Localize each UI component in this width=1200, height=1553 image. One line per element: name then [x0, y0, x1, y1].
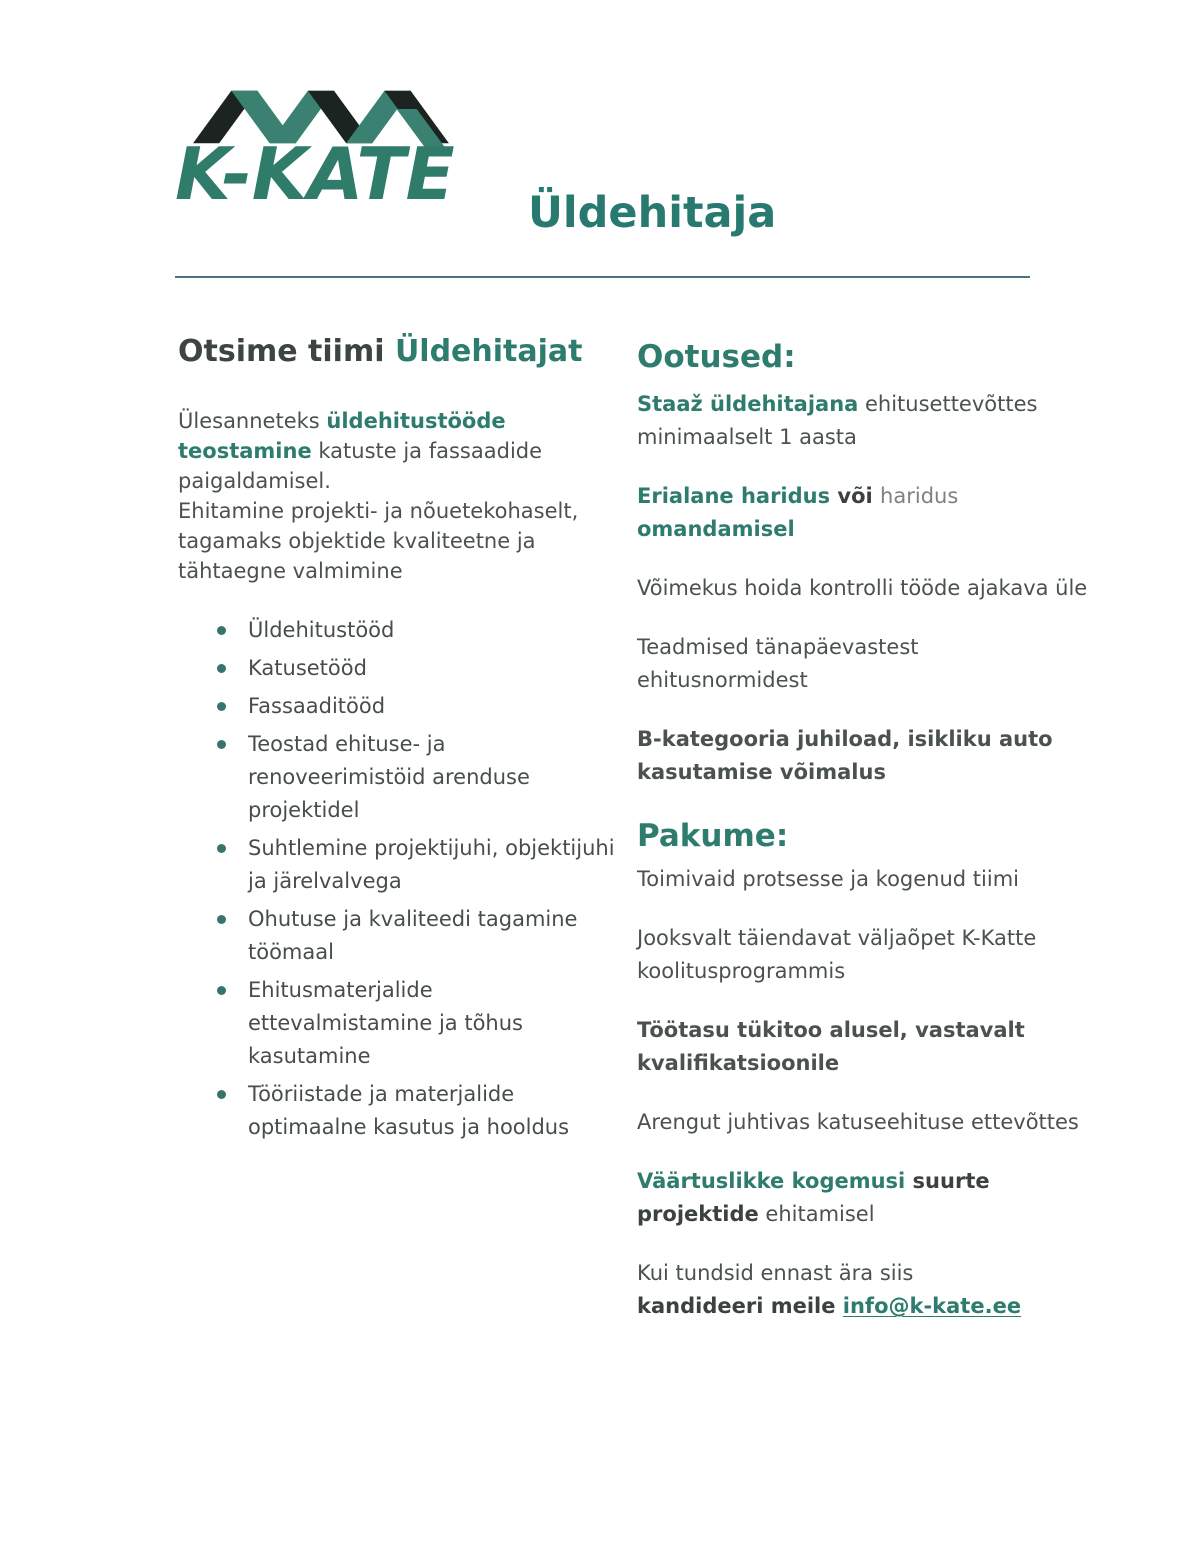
pakume-item-5-bold: suurte projektide — [637, 1169, 990, 1226]
ootused-item-2-muted: haridus — [880, 484, 959, 508]
kkate-logo-text: K-KATE — [175, 132, 455, 216]
ootused-item-3: Võimekus hoida kontrolli tööde ajakava üle — [637, 576, 1088, 600]
ootused-item-1 — [637, 388, 1089, 454]
contact-bold: kandideeri meile — [637, 1294, 843, 1318]
left-column — [178, 332, 628, 1149]
ootused-item-2 — [637, 480, 1089, 546]
left-heading-accent: Üldehitajat — [394, 334, 583, 369]
pakume-item-4: Arengut juhtivas katuseehituse ettevõttes — [637, 1110, 1079, 1134]
ootused-item-2-accent-2: omandamisel — [637, 517, 795, 541]
intro-line-2: Ehitamine projekti- ja nõuetekohaselt, tagamaks objektide kvaliteetne ja tähtaegne valmimine — [178, 499, 579, 583]
task-list — [178, 614, 620, 1144]
pakume-item-5 — [637, 1165, 1089, 1231]
page-title: Üldehitaja — [528, 188, 777, 238]
list-item: Üldehitustööd — [248, 614, 620, 647]
list-item: Suhtlemine projektijuhi, objektijuhi ja järelvalvega — [248, 832, 620, 898]
list-item: Tööriistade ja materjalide optimaalne kasutus ja hooldus — [248, 1078, 620, 1144]
left-heading-prefix: Otsime tiimi — [178, 334, 395, 369]
email-link[interactable]: info@k-kate.ee — [842, 1294, 1022, 1318]
contact-paragraph — [637, 1257, 1089, 1323]
pakume-heading: Pakume: — [637, 818, 789, 854]
ootused-item-1-rest: ehitusettevõttes minimaalselt 1 aasta — [637, 392, 1038, 449]
pakume-item-5-rest: ehitamisel — [758, 1202, 875, 1226]
intro-run-1: Ülesanneteks — [178, 409, 327, 433]
pakume-item-1: Toimivaid protsesse ja kogenud tiimi — [637, 867, 1019, 891]
ootused-heading: Ootused: — [637, 339, 796, 375]
contact-line-2 — [637, 1290, 1089, 1323]
list-item: Ehitusmaterjalide ettevalmistamine ja tõhus kasutamine — [248, 974, 620, 1073]
list-item: Teostad ehituse- ja renoveerimistöid arenduse projektidel — [248, 728, 620, 827]
pakume-item-5-accent: Väärtuslikke kogemusi — [637, 1169, 906, 1193]
list-item: Katusetööd — [248, 652, 620, 685]
ootused-item-2-mid: või — [830, 484, 881, 508]
intro-run-accent: üldehitustööde teostamine — [178, 409, 506, 463]
kkate-logo — [175, 78, 485, 216]
ootused-item-4: Teadmised tänapäevastest ehitusnormidest — [637, 635, 919, 692]
pakume-item-2: Jooksvalt täiendavat väljaõpet K-Katte koolitusprogrammis — [637, 926, 1037, 983]
intro-run-2: katuste ja fassaadide paigaldamisel. — [178, 439, 543, 493]
list-item: Ohutuse ja kvaliteedi tagamine töömaal — [248, 903, 620, 969]
ootused-item-5: B-kategooria juhiload, isikliku auto kasutamise võimalus — [637, 727, 1053, 784]
contact-line-1: Kui tundsid ennast ära siis — [637, 1261, 914, 1285]
list-item: Fassaaditööd — [248, 690, 620, 723]
ootused-item-2-accent: Erialane haridus — [637, 484, 831, 508]
intro-paragraph — [178, 406, 628, 586]
ootused-item-1-accent: Staaž üldehitajana — [637, 392, 859, 416]
right-column — [637, 336, 1089, 1323]
pakume-item-3: Töötasu tükitoo alusel, vastavalt kvalifikatsioonile — [637, 1018, 1025, 1075]
horizontal-divider — [175, 276, 1030, 278]
left-heading — [178, 332, 628, 372]
